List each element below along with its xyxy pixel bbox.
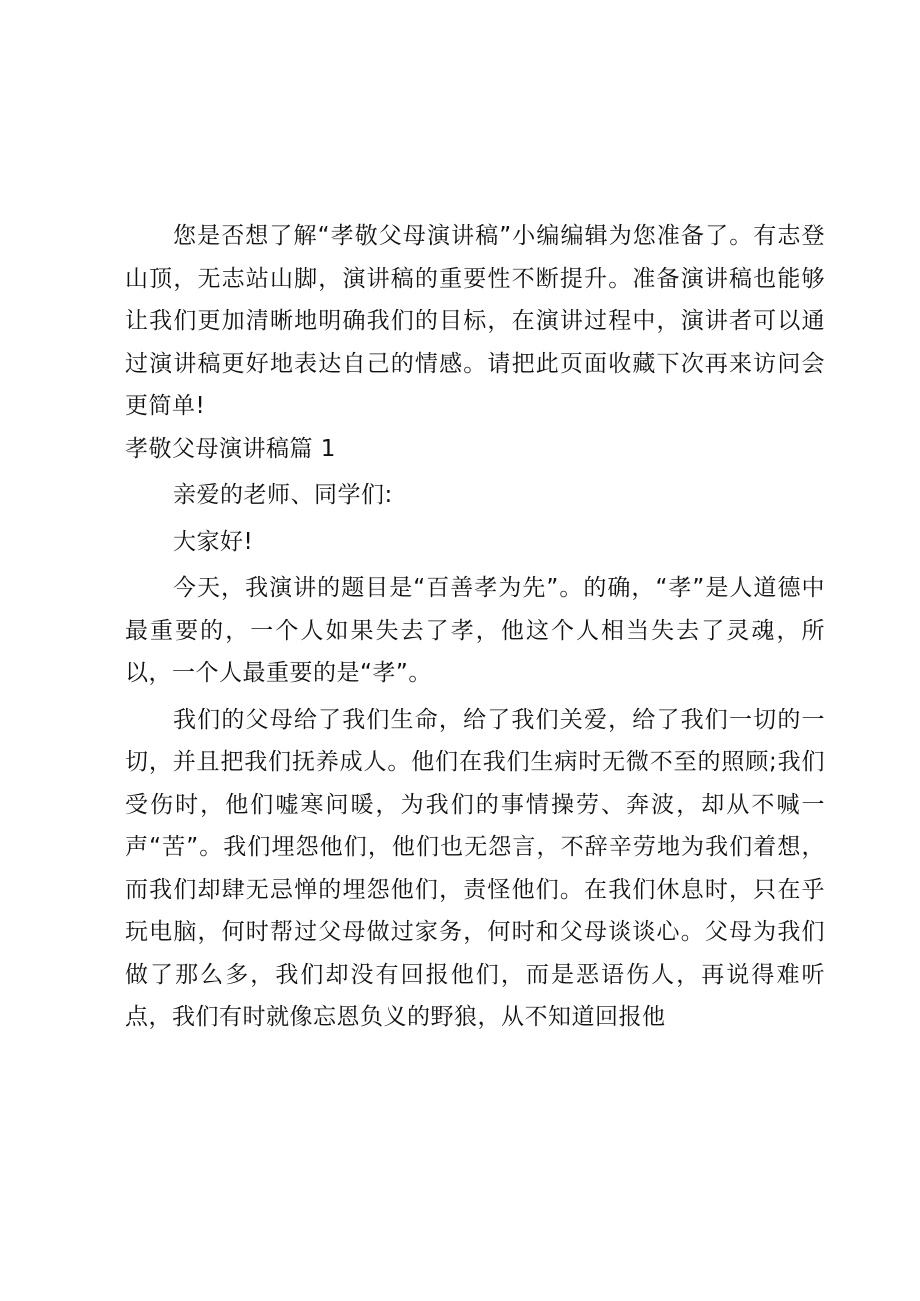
hello-line: 大家好!: [173, 528, 254, 555]
section-title: 孝敬父母演讲稿篇 1: [125, 435, 336, 462]
greeting-line: 亲爱的老师、同学们:: [173, 482, 393, 508]
document-body: [125, 215, 825, 1039]
body-paragraph-1: 今天，我演讲的题目是“百善孝为先”。的确，“孝”是人道德中最重要的，一个人如果失去了孝，他这个人相当失去了灵魂，所以，一个人最重要的是“孝”。: [125, 575, 825, 686]
body-paragraph-2: 我们的父母给了我们生命，给了我们关爱，给了我们一切的一切，并且把我们抚养成人。他们在我们生病时无微不至的照顾;我们受伤时，他们嘘寒问暖，为我们的事情操劳、奔波，却从不喊一声“苦”。我们埋怨他们，他们也无怨言，不辞辛劳地为我们着想，而我们却肆无忌惮的埋怨他们，责怪他们。在我们休息时，只在乎玩电脑，何时帮过父母做过家务，何时和父母谈谈心。父母为我们做了那么多，我们却没有回报他们，而是恶语伤人，再说得难听点，我们有时就像忘恩负义的野狼，从不知道回报他: [125, 706, 825, 1030]
intro-paragraph: 您是否想了解“孝敬父母演讲稿”小编编辑为您准备了。有志登山顶，无志站山脚，演讲稿的重要性不断提升。准备演讲稿也能够让我们更加清晰地明确我们的目标，在演讲过程中，演讲者可以通过演讲稿更好地表达自己的情感。请把此页面收藏下次再来访问会更简单!: [125, 223, 825, 419]
